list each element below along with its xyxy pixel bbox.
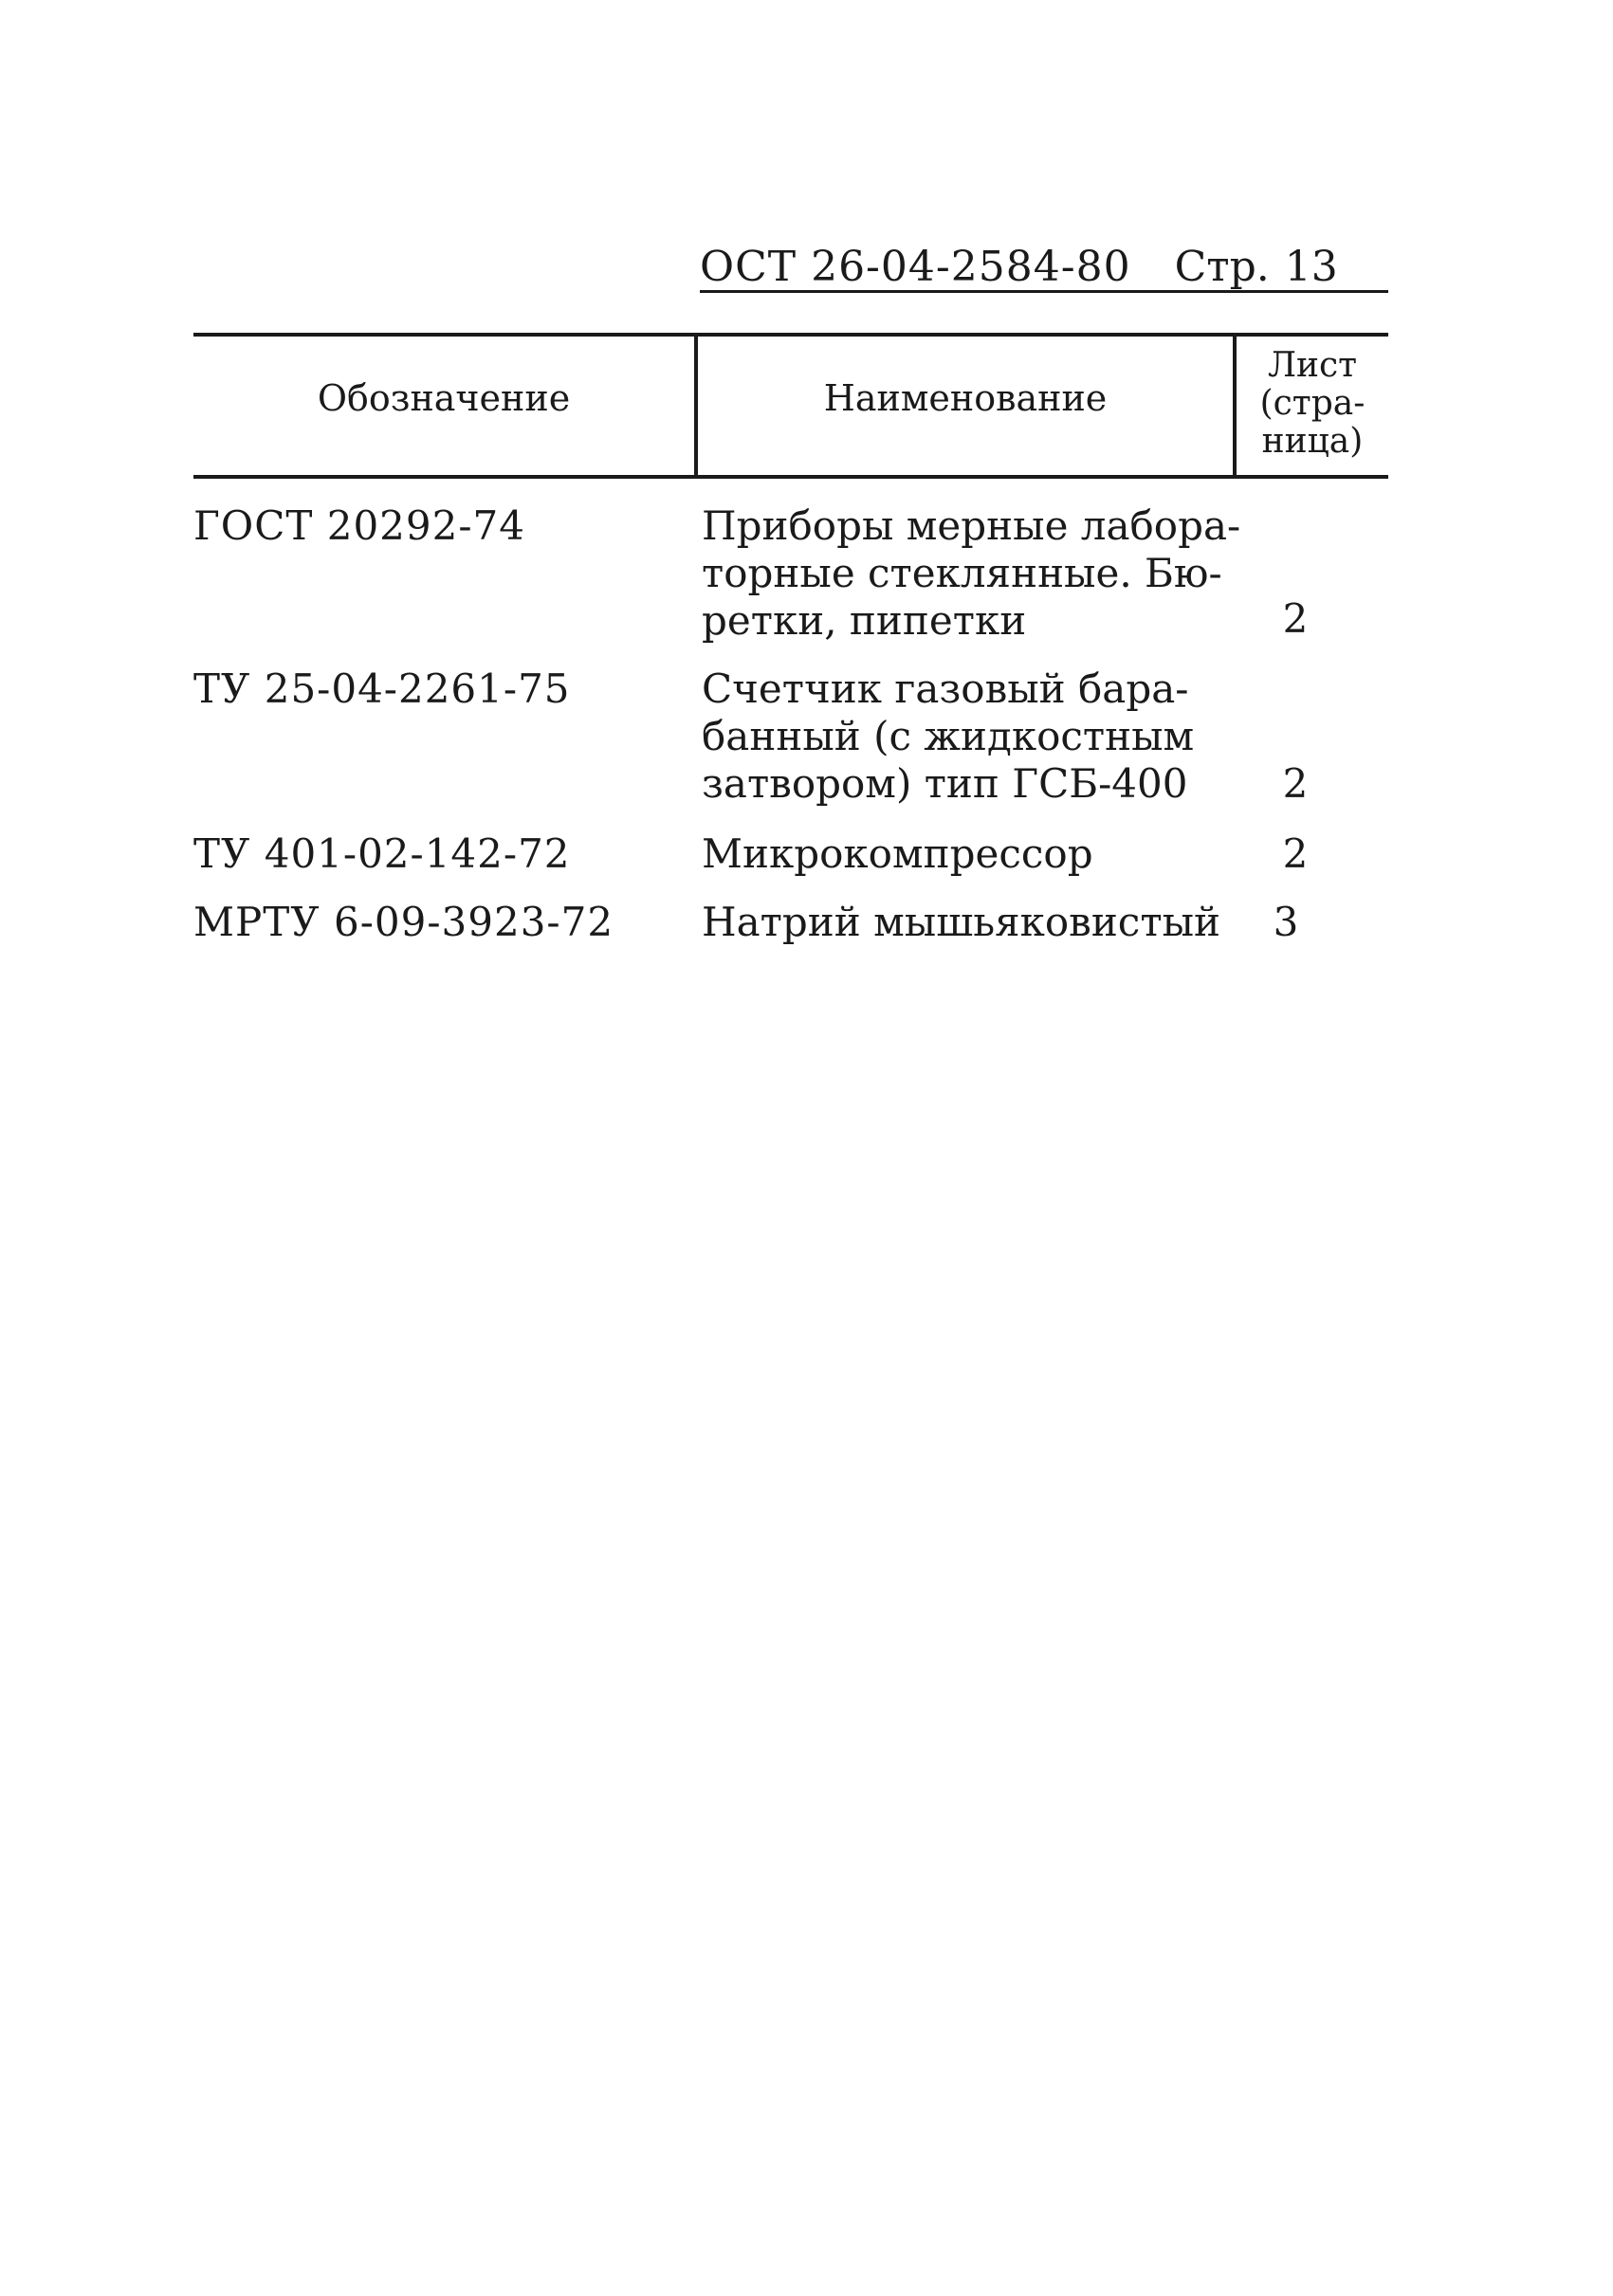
column-header-designation: Обозначение [317, 377, 571, 419]
page-header [700, 232, 1388, 291]
table-top-rule [193, 333, 1388, 337]
table-header-bottom-rule [193, 475, 1388, 479]
header-underline [700, 290, 1388, 293]
column-header-sheet: Лист (стра- ница) [1259, 346, 1366, 461]
page-number: 13 [1284, 243, 1338, 291]
document-code: ОСТ 26-04-2584-80 [700, 243, 1131, 291]
table-row-4-name: Натрий мышьяковистый [702, 899, 1220, 945]
table-row-3-sheet: 2 [1282, 830, 1309, 877]
table-row-1-sheet: 2 [1282, 595, 1309, 642]
table-row-4-sheet: 3 [1273, 899, 1299, 945]
table-row-2-name: Счетчик газовый бара- банный (с жидкостным затвором) тип ГСБ-400 [702, 665, 1195, 807]
page-label: Стр. [1174, 243, 1270, 291]
table-row-1-designation: ГОСТ 20292-74 [193, 502, 525, 549]
table-row-1-name: Приборы мерные лабора- торные стеклянные. Бю- ретки, пипетки [702, 502, 1241, 644]
column-header-name: Наименование [823, 377, 1108, 419]
table-row-3-designation: ТУ 401-02-142-72 [193, 830, 571, 877]
table-row-3-name: Микрокомпрессор [702, 830, 1093, 877]
table-row-2-designation: ТУ 25-04-2261-75 [193, 665, 571, 712]
table-row-2-sheet: 2 [1282, 760, 1309, 807]
table-row-4-designation: МРТУ 6-09-3923-72 [193, 899, 614, 945]
